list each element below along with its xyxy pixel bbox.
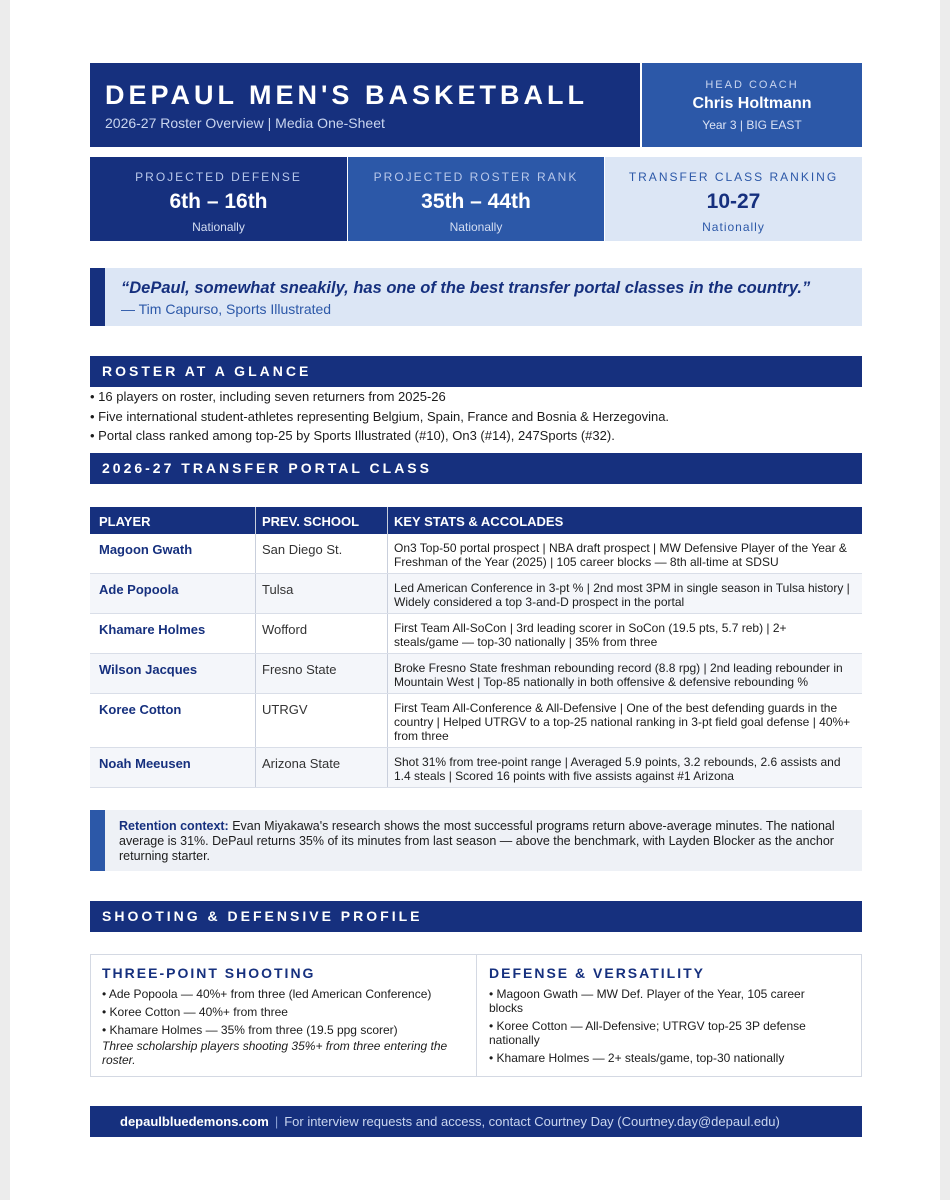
quote-text: “DePaul, somewhat sneakily, has one of the best transfer portal classes in the country.”	[121, 279, 811, 297]
previous-school: Wofford	[262, 622, 308, 637]
player-accolades: First Team All-SoCon | 3rd leading scorer in SoCon (19.5 pts, 5.7 reb) | 2+ steals/game — top-30 nationally | 35% from three	[394, 621, 787, 649]
table-header	[90, 507, 862, 534]
column-divider	[387, 748, 388, 787]
list-item: • 16 players on roster, including seven returners from 2025-26	[90, 389, 446, 404]
section-heading-roster: ROSTER AT A GLANCE	[90, 356, 862, 387]
coach-meta: Year 3 | BIG EAST	[702, 118, 802, 132]
coach-name: Chris Holtmann	[692, 95, 812, 112]
defense-column	[478, 955, 861, 1076]
previous-school: Tulsa	[262, 582, 294, 597]
previous-school: Arizona State	[262, 756, 341, 771]
one-sheet-page	[10, 0, 940, 1200]
page-subtitle: 2026-27 Roster Overview | Media One-Sheet	[105, 115, 385, 131]
page-title: DEPAUL MEN'S BASKETBALL	[105, 80, 588, 110]
player-accolades: Broke Fresno State freshman rebounding record (8.8 rpg) | 2nd leading rebounder in Mountain West | Top-85 nationally in both offensive & defensive rebounding %	[394, 661, 843, 689]
roster-bullets	[90, 387, 862, 446]
table-row	[90, 574, 862, 614]
stat-transfer-class-ranking	[605, 157, 862, 241]
footer	[90, 1106, 862, 1137]
column-divider	[255, 748, 256, 787]
contact-text: For interview requests and access, contact Courtney Day (Courtney.day@depaul.edu)	[284, 1114, 780, 1129]
column-divider	[387, 574, 388, 613]
list-item: • Khamare Holmes — 2+ steals/game, top-30 nationally	[489, 1051, 785, 1065]
stat-sub: Nationally	[702, 220, 765, 234]
column-divider	[255, 694, 256, 747]
player-name: Magoon Gwath	[99, 542, 193, 557]
column-header-school: PREV. SCHOOL	[262, 514, 360, 529]
defense-list	[489, 987, 839, 1069]
column-heading: DEFENSE & VERSATILITY	[489, 965, 705, 981]
previous-school: UTRGV	[262, 702, 308, 717]
column-divider	[255, 534, 256, 573]
stat-value: 10-27	[706, 190, 761, 213]
table-row	[90, 748, 862, 788]
player-accolades: On3 Top-50 portal prospect | NBA draft prospect | MW Defensive Player of the Year & Freshman of the Year (2025) | 105 career blocks — 8th all-time at SDSU	[394, 541, 847, 569]
retention-callout	[90, 810, 862, 871]
retention-text	[119, 819, 855, 864]
table-row	[90, 614, 862, 654]
column-divider	[387, 654, 388, 693]
coach-label: HEAD COACH	[705, 79, 799, 91]
column-heading: THREE-POINT SHOOTING	[102, 965, 316, 981]
previous-school: San Diego St.	[262, 542, 343, 557]
stat-row	[90, 157, 862, 241]
quote-accent-bar	[90, 268, 105, 326]
table-row	[90, 654, 862, 694]
stat-projected-roster-rank	[348, 157, 604, 241]
list-item: • Ade Popoola — 40%+ from three (led American Conference)	[102, 987, 432, 1001]
column-header-player: PLAYER	[99, 514, 151, 529]
retention-body: Evan Miyakawa's research shows the most successful programs return above-average minutes. The national average is 31%. DePaul returns 35% of its minutes from last season — above the benchmark, with Layden Blocker as the anchor returning starter.	[119, 819, 835, 863]
column-divider	[387, 614, 388, 653]
player-name: Wilson Jacques	[99, 662, 198, 677]
column-divider	[255, 574, 256, 613]
player-name: Khamare Holmes	[99, 622, 206, 637]
player-accolades: Led American Conference in 3-pt % | 2nd most 3PM in single season in Tulsa history | Widely considered a top 3-and-D prospect in the portal	[394, 581, 850, 609]
player-name: Ade Popoola	[99, 582, 179, 597]
column-divider	[255, 654, 256, 693]
stat-label: PROJECTED ROSTER RANK	[373, 170, 579, 184]
section-heading-profile: SHOOTING & DEFENSIVE PROFILE	[90, 901, 862, 932]
column-divider	[255, 507, 256, 534]
three-point-column	[91, 955, 477, 1076]
table-row	[90, 534, 862, 574]
website-link[interactable]: depaulbluedemons.com	[120, 1114, 269, 1129]
pull-quote	[90, 268, 862, 326]
player-name: Koree Cotton	[99, 702, 182, 717]
column-divider	[255, 614, 256, 653]
list-item: • Koree Cotton — 40%+ from three	[102, 1005, 288, 1019]
list-item: • Five international student-athletes representing Belgium, Spain, France and Bosnia & Herzegovina.	[90, 408, 670, 424]
list-item: • Khamare Holmes — 35% from three (19.5 ppg scorer)	[102, 1023, 398, 1037]
table-row	[90, 694, 862, 748]
stat-projected-defense	[90, 157, 347, 241]
title-block	[90, 63, 640, 147]
list-item: • Koree Cotton — All-Defensive; UTRGV top-25 3P defense nationally	[489, 1019, 806, 1047]
stat-sub: Nationally	[192, 220, 245, 234]
stat-sub: Nationally	[449, 220, 503, 234]
shooting-note: Three scholarship players shooting 35%+ from three entering the roster.	[102, 1039, 448, 1067]
retention-label: Retention context:	[119, 819, 229, 833]
player-name: Noah Meeusen	[99, 756, 191, 771]
shooting-list	[102, 987, 452, 1071]
footer-separator: |	[274, 1114, 279, 1129]
stat-value: 35th – 44th	[421, 190, 531, 213]
player-accolades: First Team All-Conference & All-Defensive | One of the best defending guards in the country | Helped UTRGV to a top-25 national ranking in 3-pt field goal defense | 40%+ from three	[394, 701, 851, 743]
previous-school: Fresno State	[262, 662, 337, 677]
quote-attribution: — Tim Capurso, Sports Illustrated	[121, 301, 332, 317]
profile-panel	[90, 954, 862, 1077]
callout-accent-bar	[90, 810, 105, 871]
stat-value: 6th – 16th	[169, 190, 268, 213]
column-divider	[387, 694, 388, 747]
stat-label: TRANSFER CLASS RANKING	[628, 170, 839, 184]
stat-label: PROJECTED DEFENSE	[135, 170, 302, 184]
list-item: • Portal class ranked among top-25 by Sports Illustrated (#10), On3 (#14), 247Sports (#32).	[90, 428, 615, 443]
header	[90, 63, 862, 147]
column-header-stats: KEY STATS & ACCOLADES	[394, 514, 564, 529]
list-item: • Magoon Gwath — MW Def. Player of the Year, 105 career blocks	[489, 987, 805, 1015]
section-heading-portal: 2026-27 TRANSFER PORTAL CLASS	[90, 453, 862, 484]
transfer-table	[90, 507, 862, 788]
head-coach-block	[642, 63, 862, 147]
column-divider	[387, 534, 388, 573]
column-divider	[387, 507, 388, 534]
footer-content	[120, 1106, 780, 1137]
player-accolades: Shot 31% from tree-point range | Averaged 5.9 points, 3.2 rebounds, 2.6 assists and 1.4 steals | Scored 16 points with five assists against #1 Arizona	[394, 755, 841, 783]
